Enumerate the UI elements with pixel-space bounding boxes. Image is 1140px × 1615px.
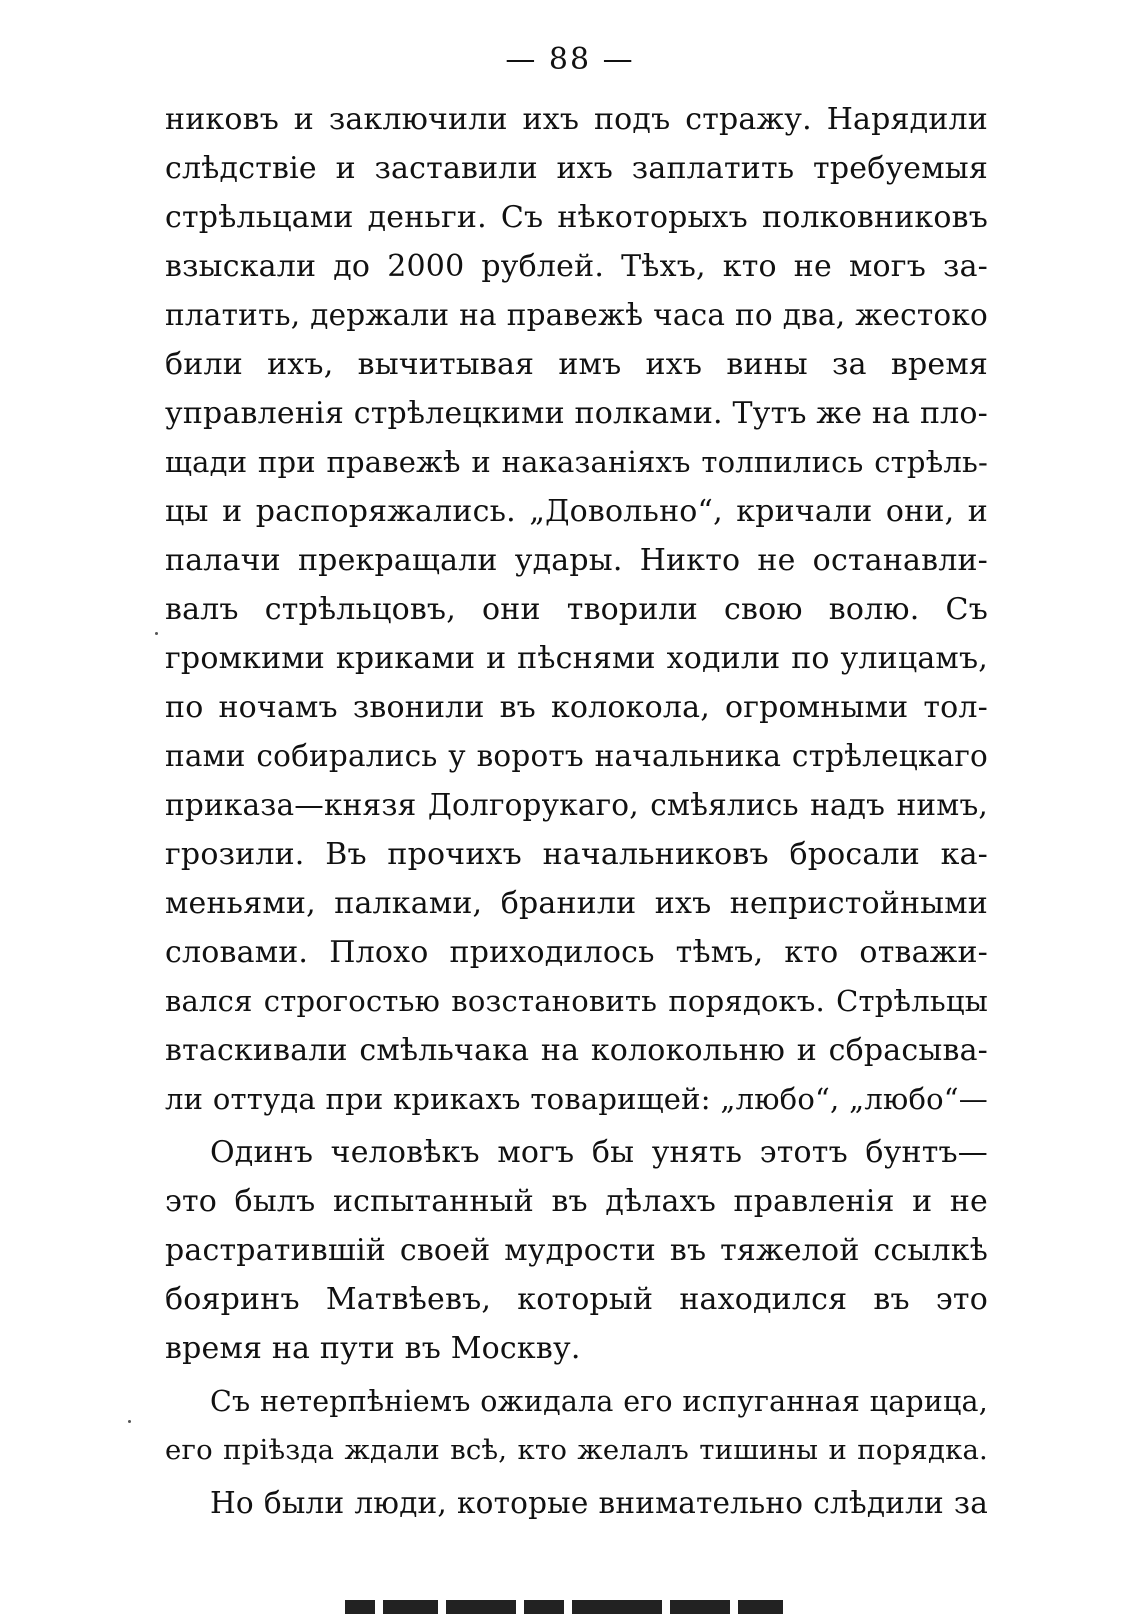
text-line: бояринъ Матвѣевъ, который находился въ это (165, 1282, 988, 1317)
text-line: валъ стрѣльцовъ, они творили свою волю. Съ (165, 592, 988, 627)
text-line: пами собирались у воротъ начальника стрѣлецкаго (165, 739, 988, 773)
text-line: платить, держали на правежѣ часа по два, жестоко (165, 298, 988, 332)
text-line: Съ нетерпѣніемъ ожидала его испуганная царица, (210, 1385, 988, 1418)
text-line: взыскали до 2000 рублей. Тѣхъ, кто не могъ за- (165, 249, 988, 284)
text-line: по ночамъ звонили въ колокола, огромными тол- (165, 690, 988, 725)
text-line: растратившій своей мудрости въ тяжелой ссылкѣ (165, 1233, 988, 1268)
text-line: слѣдствіе и заставили ихъ заплатить требуемыя (165, 151, 988, 186)
text-line: щади при правежѣ и наказаніяхъ толпились стрѣль- (165, 445, 988, 479)
scan-speck (155, 632, 158, 635)
text-line: громкими криками и пѣснями ходили по улицамъ, (165, 641, 988, 676)
text-line: стрѣльцами деньги. Съ нѣкоторыхъ полковниковъ (165, 200, 988, 235)
text-line: никовъ и заключили ихъ подъ стражу. Нарядили (165, 102, 988, 137)
text-line: ли оттуда при крикахъ товарищей: „любо“, „любо“— (165, 1082, 988, 1116)
text-line: управленія стрѣлецкими полками. Тутъ же на пло- (165, 396, 988, 431)
text-line: Одинъ человѣкъ могъ бы унять этотъ бунтъ— (210, 1135, 988, 1170)
text-line: втаскивали смѣльчака на колокольню и сбрасыва- (165, 1033, 988, 1068)
text-line: грозили. Въ прочихъ начальниковъ бросали ка- (165, 837, 988, 872)
text-line: били ихъ, вычитывая имъ ихъ вины за время (165, 347, 988, 382)
text-line: Но были люди, которые внимательно слѣдили за (210, 1486, 988, 1520)
text-line: меньями, палками, бранили ихъ непристойными (165, 886, 988, 921)
text-line: вался строгостью возстановить порядокъ. Стрѣльцы (165, 984, 988, 1018)
body-text (165, 95, 988, 1528)
scan-speck (128, 1420, 131, 1423)
page-number: — 88 — (505, 42, 635, 77)
text-line: приказа—князя Долгорукаго, смѣялись надъ нимъ, (165, 788, 988, 822)
text-line: его пріѣзда ждали всѣ, кто желалъ тишины и порядка. (165, 1434, 988, 1466)
text-line: время на пути въ Москву. (165, 1331, 581, 1366)
text-line: словами. Плохо приходилось тѣмъ, кто отважи- (165, 935, 988, 970)
text-line: цы и распоряжались. „Довольно“, кричали они, и (165, 494, 988, 529)
next-page-bleed-through (345, 1590, 805, 1615)
text-line: палачи прекращали удары. Никто не останавли- (165, 543, 988, 578)
text-line: это былъ испытанный въ дѣлахъ правленія и не (165, 1184, 988, 1219)
